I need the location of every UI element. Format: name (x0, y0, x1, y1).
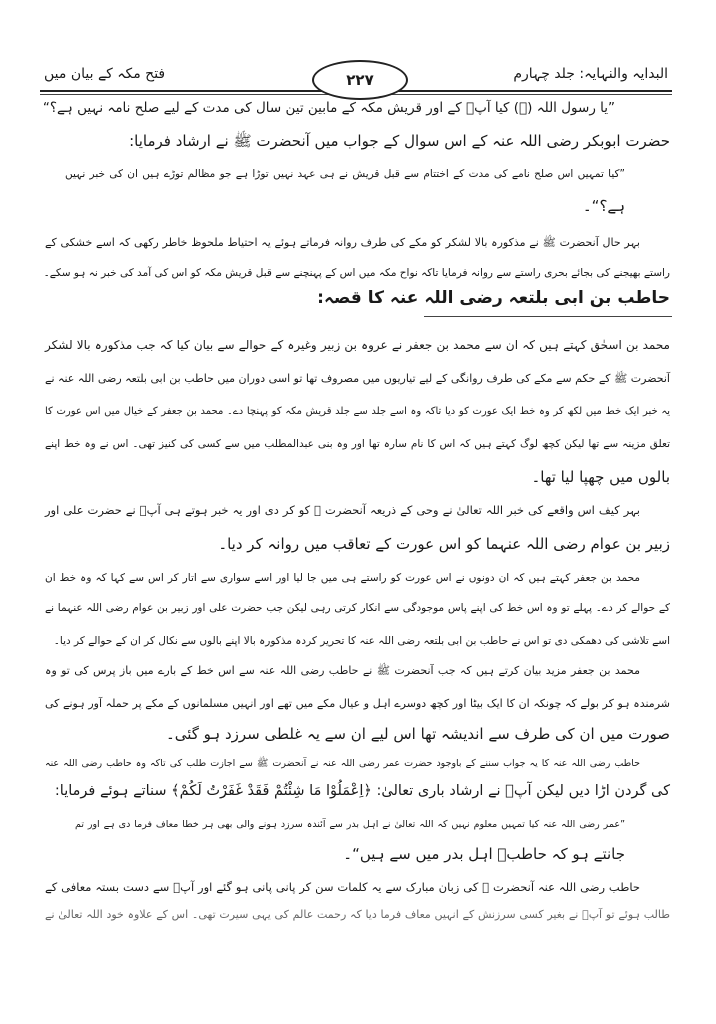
text-line: زبیر بن عوام رضی اللہ عنہما کو اس عورت کے تعاقب میں روانہ کر دیا۔ (218, 535, 670, 553)
text-line: یہ خبر ایک خط میں لکھ کر وہ خط ایک عورت کو دیا تاکہ وہ اسے جلد سے جلد قریش مکہ کو پہنچا دے۔ محمد بن جعفر کے خیال میں اس عورت کا (45, 406, 670, 417)
text-line: محمد بن جعفر کہتے ہیں کہ ان دونوں نے اس عورت کو راستے ہی میں جا لیا اور اسے سواری سے اتار کر اس سے کہا کہ وہ خط ان (45, 572, 640, 584)
text-line: صورت میں ان کی طرف سے اندیشہ تھا اس لیے ان سے یہ غلطی سرزد ہو گئی۔ (165, 725, 670, 743)
text-line: محمد بن جعفر مزید بیان کرتے ہیں کہ جب آنحضرت ﷺ نے حاطب رضی اللہ عنہ سے اس خط کے بارے میں باز پرس کی تو وہ (45, 664, 640, 677)
heading-underline (424, 316, 672, 317)
text-line: راستے بھیجنے کی بجائے بحری راستے سے روانہ فرمایا تاکہ نواح مکہ میں اس کے پہنچنے سے قبل قریش مکہ کو اس کی آمد کی خبر نہ ہو سکے۔ (43, 267, 670, 279)
text-line: بالوں میں چھپا لیا تھا۔ (531, 468, 670, 486)
section-title: فتح مکہ کے بیان میں (44, 66, 166, 82)
section-heading: حاطب بن ابی بلتعہ رضی اللہ عنہ کا قصہ: (317, 288, 670, 308)
text-line: حاطب رضی اللہ عنہ آنحضرت ﷺ کی زبان مبارک سے یہ کلمات سن کر پانی پانی ہو گئے اور آپؐ سے دست بستہ معافی کے (45, 880, 640, 894)
text-line: حاطب رضی اللہ عنہ کا یہ جواب سننے کے باوجود حضرت عمر رضی اللہ عنہ نے آنحضرت ﷺ سے اجازت طلب کی تاکہ وہ حاطب رضی اللہ عنہ (45, 758, 640, 769)
page-number: ۲۲۷ (346, 71, 374, 89)
book-title: البدایہ والنہایہ: جلد چہارم (513, 66, 668, 82)
text-line: ہے؟“۔ (582, 197, 625, 215)
text-line: حضرت ابوبکر رضی اللہ عنہ کے اس سوال کے جواب میں آنحضرت ﷺ نے ارشاد فرمایا: (129, 132, 670, 150)
text-line: شرمندہ ہو کر بولے کہ چونکہ ان کا ایک بیٹا اور کچھ دوسرے اہل و عیال مکے میں تھے اور انہیں مسلمانوں کے مکے پر حملہ آور ہونے کی (45, 697, 670, 710)
text-line: محمد بن اسحٰق کہتے ہیں کہ ان سے محمد بن جعفر نے عروہ بن زبیر وغیرہ کے حوالے سے بیان کیا کہ جب مذکورہ بالا لشکر (45, 338, 670, 352)
text-line: ”یا رسول اللہ (ﷺ) کیا آپؐ کے اور قریش مکہ کے مابین تین سال کی مدت کے لیے صلح نامہ نہیں ہے؟“ (42, 100, 615, 116)
text-line: کے حوالے کر دے۔ پہلے تو وہ اس خط کی اپنے پاس موجودگی سے انکار کرتی رہی لیکن جب حضرت علی اور زبیر بن عوام رضی اللہ عنہما نے (45, 602, 670, 614)
text-line: آنحضرت ﷺ کے حکم سے مکے کی طرف روانگی کے لیے تیاریوں میں مصروف تھا تو اسی دوران میں حاطب بن ابی بلتعہ رضی اللہ عنہ نے (45, 372, 670, 385)
text-line: جانتے ہو کہ حاطبؓ اہل بدر میں سے ہیں“۔ (343, 845, 625, 863)
text-line: کی گردن اڑا دیں لیکن آپؐ نے ارشاد باری تعالیٰ: ﴿اِعْمَلُوْا مَا شِئْتُمْ فَقَدْ غَفَرْتُ لَكُمْ﴾ سناتے ہوئے فرمایا: (54, 783, 670, 799)
text-line: ”عمر رضی اللہ عنہ کیا تمہیں معلوم نہیں کہ اللہ تعالیٰ نے اہل بدر سے آئندہ سرزد ہونے والی بھی ہر خطا معاف فرما دی ہے اور تم (75, 819, 625, 830)
text-line: ”کیا تمہیں اس صلح نامے کی مدت کے اختتام سے قبل قریش نے ہی عہد نہیں توڑا ہے جو مظالم توڑے ہیں ان کی خبر نہیں (65, 168, 625, 180)
text-line: طالب ہوئے تو آپؐ نے بغیر کسی سرزنش کے انہیں معاف فرما دیا کہ رحمت عالم کی یہی سیرت تھی۔ اس کے علاوہ خود اللہ تعالیٰ نے (45, 908, 670, 921)
text-line: تعلق مزینہ سے تھا لیکن کچھ لوگ کہتے ہیں کہ اس کا نام سارہ تھا اور وہ بنی عبدالمطلب میں سے کسی کی کنیز تھی۔ اس نے وہ خط اپنے (45, 438, 670, 450)
text-line: بہر حال آنحضرت ﷺ نے مذکورہ بالا لشکر کو مکے کی طرف روانہ فرماتے ہوئے یہ احتیاط ملحوظ خاطر رکھی کہ اسے خشکی کے (45, 236, 640, 249)
text-line: اسے تلاشی کی دھمکی دی تو اس نے حاطب بن ابی بلتعہ رضی اللہ عنہ کا تحریر کردہ مذکورہ بالا اپنے بالوں سے نکال کر ان کے حوالے کر دیا۔ (53, 635, 670, 647)
text-line: بہر کیف اس واقعے کی خبر اللہ تعالیٰ نے وحی کے ذریعہ آنحضرت ﷺ کو کر دی اور یہ خبر ہوتے ہی آپؐ نے حضرت علی اور (45, 503, 640, 517)
